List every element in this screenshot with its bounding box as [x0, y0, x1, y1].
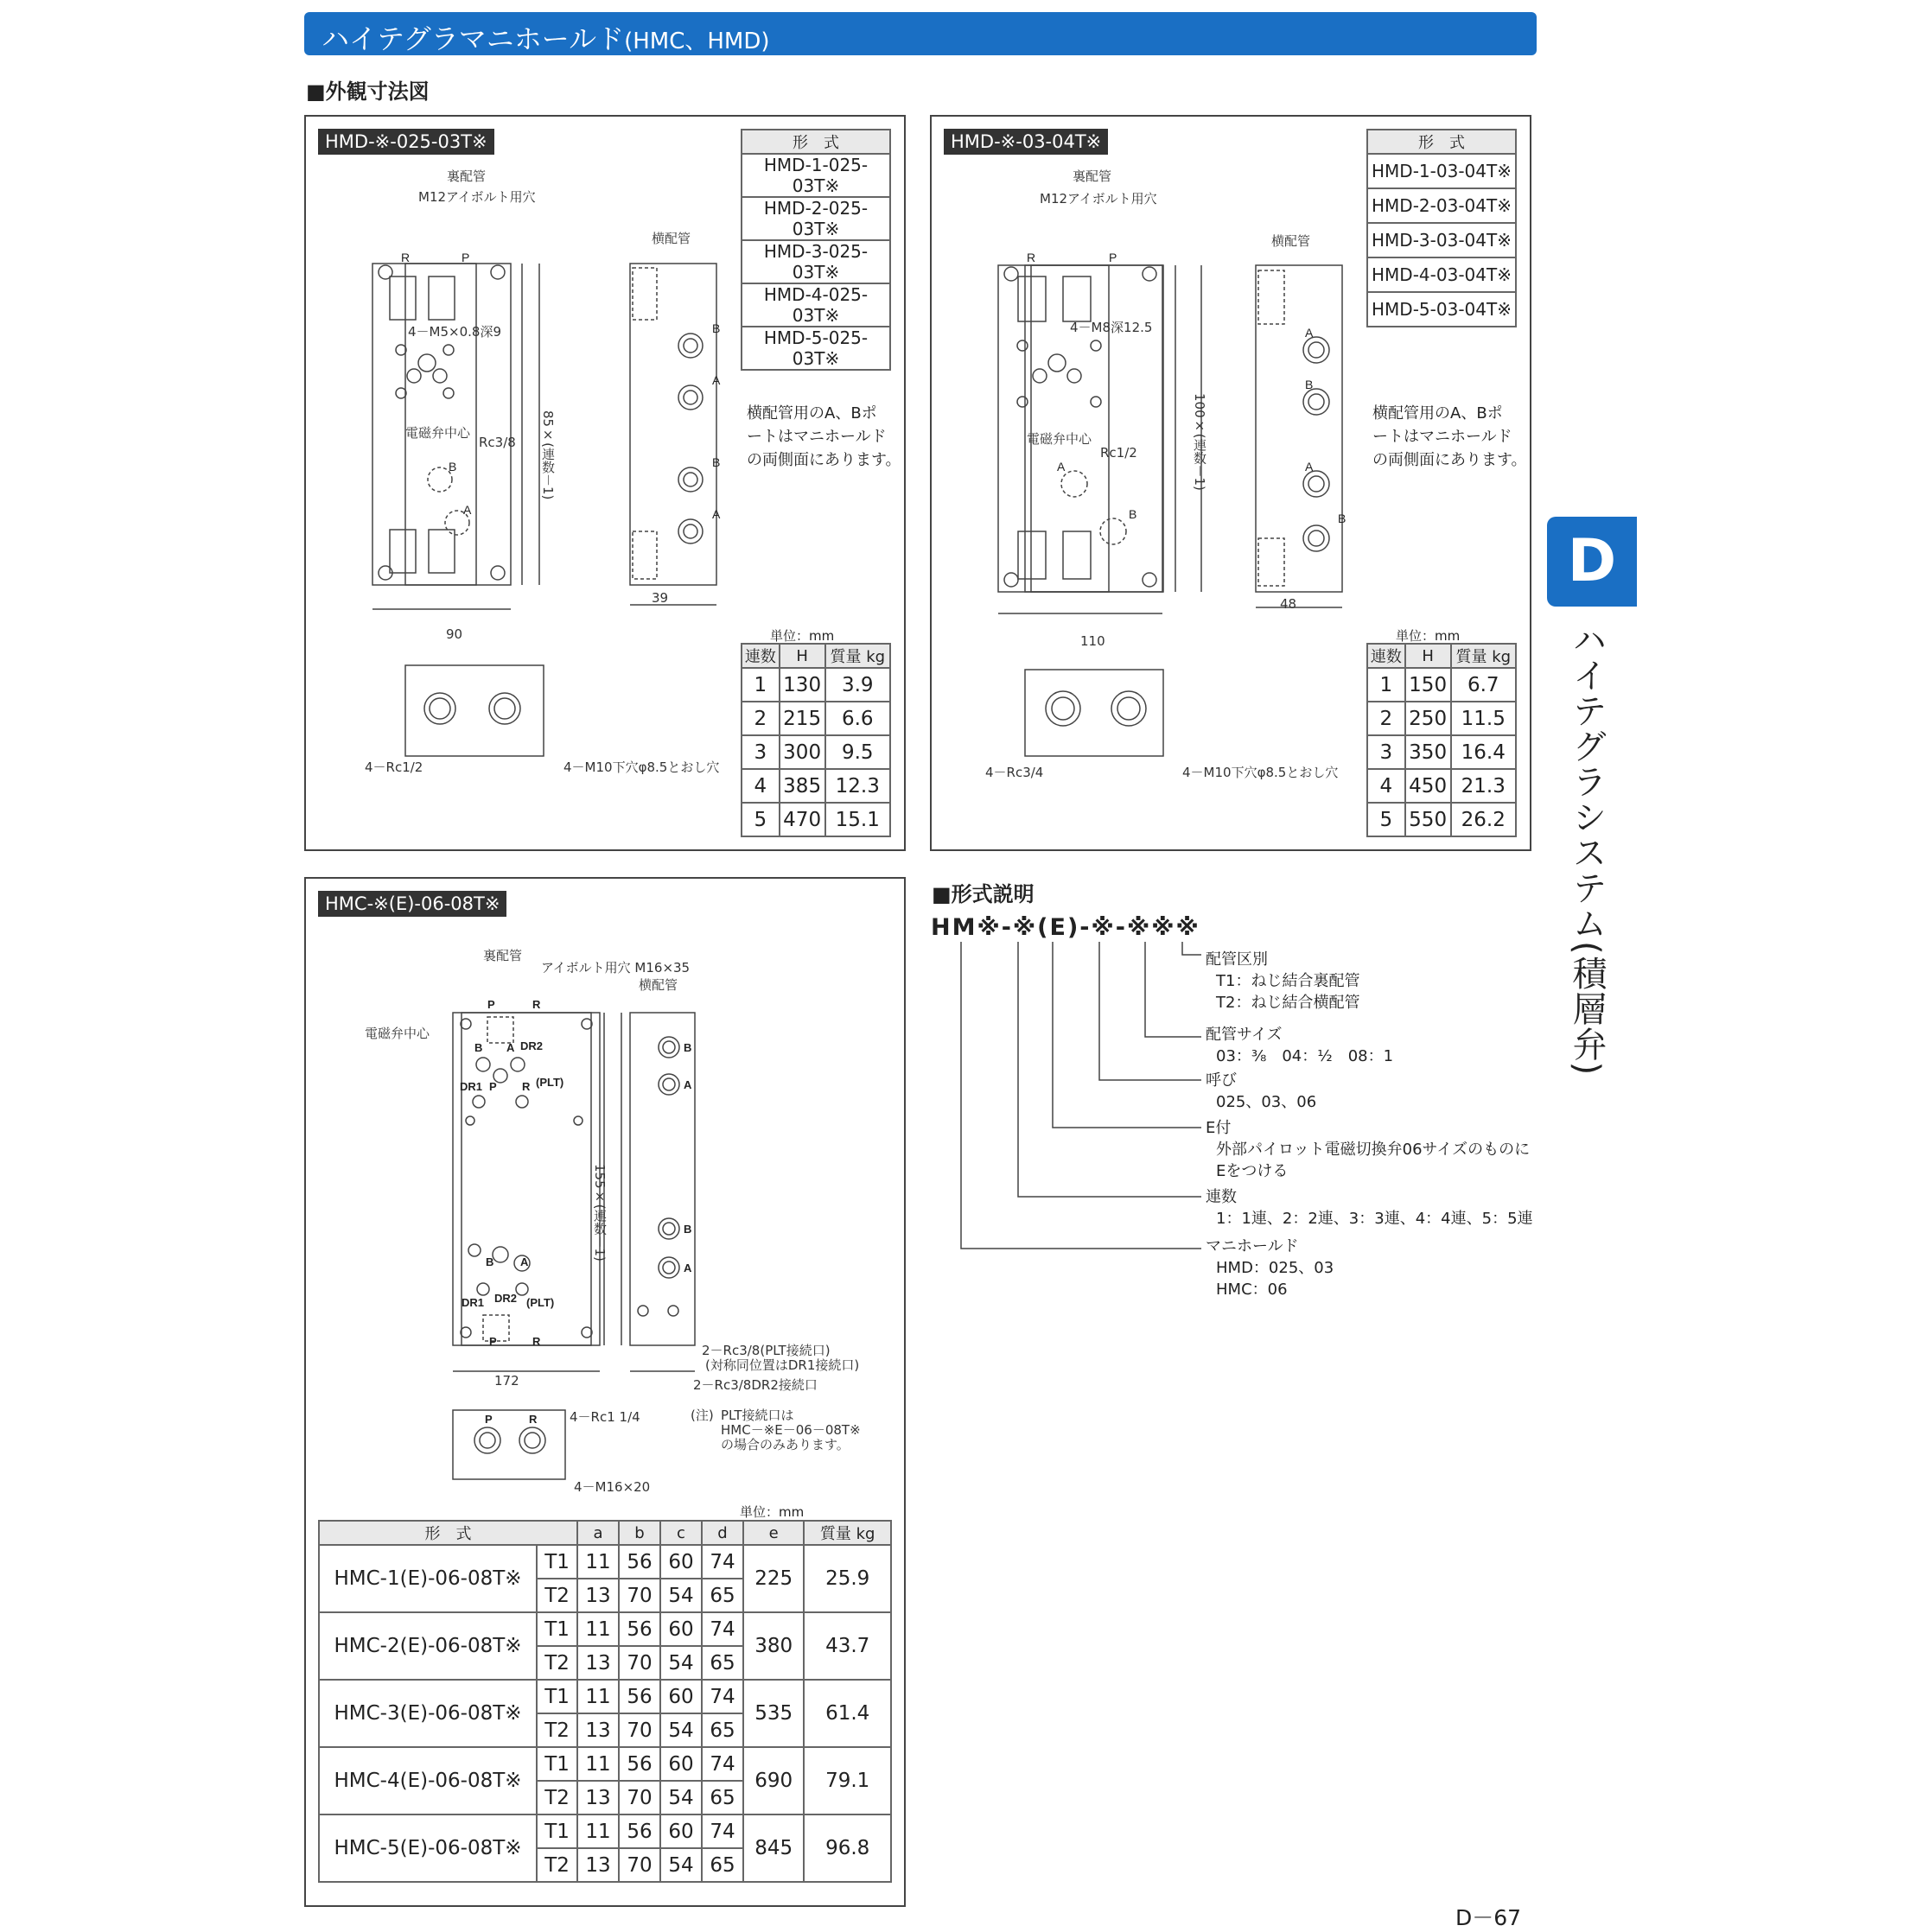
spec-cell: 60: [660, 1814, 702, 1848]
spec-header: a: [577, 1521, 619, 1545]
spec-cell: 1: [1367, 668, 1405, 702]
spec-header: c: [660, 1521, 702, 1545]
svg-text:DR1: DR1: [462, 1296, 485, 1309]
spec-cell: 74: [702, 1545, 743, 1579]
spec-cell: 11: [577, 1747, 619, 1781]
label-bottom-width: 90: [446, 626, 463, 642]
label-bottom-hole: 4－Rc3/4: [985, 765, 1044, 780]
spec-cell: 4: [742, 769, 780, 803]
spec-cell: T2: [537, 1713, 577, 1747]
spec-cell: 56: [619, 1680, 660, 1713]
spec-header: d: [702, 1521, 743, 1545]
header-bar: [304, 12, 1537, 55]
spec-cell: 11: [577, 1545, 619, 1579]
spec-cell: 13: [577, 1848, 619, 1882]
svg-text:A: A: [684, 1262, 692, 1274]
spec-cell: 11: [577, 1612, 619, 1646]
spec-header: 連数: [1367, 644, 1405, 668]
spec-row: [319, 1680, 891, 1713]
label-bottom-bolt: 4－M16×20: [574, 1479, 651, 1495]
title-sub: (HMC、HMD): [624, 29, 770, 54]
label-rc38: Rc3/8: [479, 435, 516, 450]
svg-text:R: R: [532, 998, 541, 1011]
spec-cell: 130: [780, 668, 825, 702]
spec-row: [1367, 702, 1516, 735]
spec-header: 質量 kg: [1451, 644, 1516, 668]
label-bottom-width: 172: [494, 1373, 519, 1389]
spec-cell: 70: [619, 1579, 660, 1612]
spec-cell: 690: [743, 1747, 804, 1814]
model-desc-manifold: [1206, 1236, 1334, 1300]
spec-cell: 300: [780, 735, 825, 769]
model-desc-e: [1206, 1117, 1530, 1182]
model-cell: HMC-1(E)-06-08T※: [319, 1545, 537, 1612]
spec-header: 連数: [742, 644, 780, 668]
svg-text:(PLT): (PLT): [536, 1076, 564, 1089]
note-line: 横配管用のA、Bポ: [747, 404, 877, 423]
svg-text:A: A: [463, 503, 472, 517]
svg-text:R: R: [1027, 251, 1036, 264]
spec-row: [1367, 803, 1516, 836]
spec-row: [1367, 735, 1516, 769]
spec-row: [742, 735, 890, 769]
desc-title: 呼び: [1206, 1071, 1237, 1090]
label-solenoid: 電磁弁中心: [1027, 431, 1092, 447]
section-model-code: ■形式説明: [932, 882, 1035, 906]
panel-tag: HMD-※-025-03T※: [318, 129, 494, 155]
panel-hmd-025: [304, 115, 906, 851]
models-table: [741, 129, 891, 371]
spec-cell: 61.4: [804, 1680, 891, 1747]
panel-hmc-06: [304, 877, 906, 1907]
model-cell: HMC-5(E)-06-08T※: [319, 1814, 537, 1882]
spec-cell: 3: [742, 735, 780, 769]
spec-cell: T1: [537, 1814, 577, 1848]
title-main: ハイテグラマニホールド: [322, 22, 625, 55]
desc-line: HMD：025、03: [1216, 1259, 1334, 1277]
svg-text:P: P: [1109, 251, 1117, 264]
label-side-width: 39: [652, 590, 669, 606]
spec-cell: 65: [702, 1713, 743, 1747]
spec-cell: 470: [780, 803, 825, 836]
spec-cell: 12.3: [825, 769, 890, 803]
note-line: 横配管用のA、Bポ: [1372, 404, 1503, 423]
desc-line: 025、03、06: [1216, 1093, 1317, 1111]
spec-cell: 13: [577, 1781, 619, 1814]
note-line: の両側面にあります。: [1372, 451, 1527, 469]
spec-row: [1367, 668, 1516, 702]
spec-table: [741, 643, 891, 837]
svg-text:B: B: [712, 321, 721, 335]
model-desc-nominal: [1206, 1070, 1316, 1113]
label-bottom-bolt: 4－M10下穴φ8.5とおし穴: [1182, 765, 1339, 780]
spec-cell: 2: [1367, 702, 1405, 735]
svg-text:R: R: [529, 1413, 538, 1426]
label-plt1: 2－Rc3/8(PLT接続口): [702, 1343, 831, 1358]
spec-cell: 60: [660, 1545, 702, 1579]
label-eyebolt: アイボルト用穴 M16×35: [541, 960, 691, 976]
svg-text:B: B: [1305, 378, 1314, 391]
desc-line: T1：ねじ結合裏配管: [1216, 972, 1360, 990]
model-cell: HMC-4(E)-06-08T※: [319, 1747, 537, 1814]
model-row: HMD-5-03-04T※: [1367, 292, 1516, 327]
svg-text:B: B: [449, 460, 457, 473]
spec-cell: 3: [1367, 735, 1405, 769]
spec-cell: 13: [577, 1713, 619, 1747]
spec-cell: 56: [619, 1814, 660, 1848]
spec-row: [319, 1612, 891, 1646]
spec-cell: 21.3: [1451, 769, 1516, 803]
spec-cell: 11: [577, 1680, 619, 1713]
model-row: HMD-3-03-04T※: [1367, 223, 1516, 257]
svg-text:B: B: [474, 1041, 483, 1054]
spec-cell: 16.4: [1451, 735, 1516, 769]
svg-text:P: P: [462, 251, 470, 264]
spec-cell: 13: [577, 1579, 619, 1612]
desc-line: Eをつける: [1216, 1162, 1289, 1180]
panel-hmd-03: [930, 115, 1531, 851]
spec-cell: 54: [660, 1713, 702, 1747]
spec-cell: 65: [702, 1579, 743, 1612]
side-port-note: [1372, 402, 1527, 472]
spec-cell: T2: [537, 1579, 577, 1612]
note-line: の両側面にあります。: [747, 451, 901, 469]
label-eyebolt: M12アイボルト用穴: [1040, 191, 1157, 207]
spec-row: [319, 1814, 891, 1848]
spec-cell: 450: [1405, 769, 1451, 803]
spec-cell: 60: [660, 1747, 702, 1781]
models-header: 形 式: [1367, 130, 1516, 154]
label-bottom-bolt: 4－M10下穴φ8.5とおし穴: [563, 759, 720, 775]
spec-cell: 5: [1367, 803, 1405, 836]
spec-row: [742, 803, 890, 836]
spec-row: [742, 702, 890, 735]
desc-line: HMC：06: [1216, 1281, 1288, 1299]
note-line: ートはマニホールド: [747, 428, 887, 446]
label-solenoid: 電磁弁中心: [405, 425, 471, 441]
side-port-note: [747, 402, 901, 472]
label-rear-pipe: 裏配管: [447, 168, 487, 184]
svg-text:R: R: [401, 251, 411, 264]
note-line: ートはマニホールド: [1372, 428, 1512, 446]
spec-cell: 5: [742, 803, 780, 836]
model-code-leaders: [951, 942, 1210, 1253]
svg-text:B: B: [486, 1255, 494, 1268]
spec-cell: 9.5: [825, 735, 890, 769]
svg-text:A: A: [520, 1255, 529, 1268]
desc-title: 配管サイズ: [1206, 1026, 1283, 1044]
svg-text:P: P: [489, 1335, 497, 1348]
label-solenoid: 電磁弁中心: [365, 1026, 430, 1041]
desc-title: 配管区別: [1206, 950, 1268, 969]
label-side-pipe: 横配管: [652, 231, 691, 246]
spec-cell: 13: [577, 1646, 619, 1680]
spec-cell: T2: [537, 1781, 577, 1814]
model-desc-pipe-size: [1206, 1024, 1393, 1067]
svg-text:B: B: [1338, 512, 1346, 525]
spec-cell: 74: [702, 1747, 743, 1781]
spec-cell: 54: [660, 1579, 702, 1612]
page-number: D－67: [1455, 1905, 1522, 1930]
label-height: 100×(連数－1): [1192, 393, 1207, 491]
spec-row: [1367, 769, 1516, 803]
spec-cell: 11.5: [1451, 702, 1516, 735]
svg-text:B: B: [712, 455, 721, 469]
spec-table: [1366, 643, 1517, 837]
model-cell: HMC-3(E)-06-08T※: [319, 1680, 537, 1747]
spec-row: [319, 1747, 891, 1781]
spec-cell: 225: [743, 1545, 804, 1612]
model-row: HMD-1-03-04T※: [1367, 154, 1516, 188]
spec-cell: 845: [743, 1814, 804, 1882]
spec-cell: 11: [577, 1814, 619, 1848]
spec-cell: 6.6: [825, 702, 890, 735]
side-tab-letter: D: [1547, 517, 1637, 607]
panel-tag: HMC-※(E)-06-08T※: [318, 891, 506, 917]
spec-cell: 70: [619, 1713, 660, 1747]
svg-text:DR2: DR2: [494, 1292, 518, 1305]
spec-header: 質量 kg: [804, 1521, 891, 1545]
unit-label: 単位：mm: [770, 628, 835, 644]
spec-cell: 74: [702, 1814, 743, 1848]
spec-cell: 3.9: [825, 668, 890, 702]
svg-text:A: A: [712, 373, 721, 387]
spec-cell: 54: [660, 1646, 702, 1680]
desc-line: 外部パイロット電磁切換弁06サイズのものに: [1216, 1141, 1531, 1159]
spec-header: H: [780, 644, 825, 668]
spec-header: 形 式: [319, 1521, 577, 1545]
label-rear-pipe: 裏配管: [483, 948, 523, 963]
unit-label: 単位：mm: [740, 1504, 805, 1520]
model-cell: HMC-2(E)-06-08T※: [319, 1612, 537, 1680]
spec-cell: 26.2: [1451, 803, 1516, 836]
hmc-spec-table: [318, 1520, 892, 1883]
spec-cell: 15.1: [825, 803, 890, 836]
svg-text:A: A: [1305, 326, 1314, 340]
page-title: [322, 17, 770, 57]
svg-text:(PLT): (PLT): [526, 1296, 555, 1309]
spec-cell: 56: [619, 1612, 660, 1646]
spec-cell: 215: [780, 702, 825, 735]
model-desc-pipe-type: [1206, 949, 1359, 1014]
model-row: HMD-4-025-03T※: [742, 283, 890, 327]
svg-text:R: R: [532, 1335, 541, 1348]
spec-cell: 70: [619, 1646, 660, 1680]
svg-text:P: P: [485, 1413, 493, 1426]
model-row: HMD-2-025-03T※: [742, 197, 890, 240]
spec-cell: 65: [702, 1781, 743, 1814]
spec-cell: 74: [702, 1680, 743, 1713]
svg-text:A: A: [712, 507, 721, 521]
spec-cell: 60: [660, 1680, 702, 1713]
svg-text:DR2: DR2: [520, 1039, 544, 1052]
spec-cell: 385: [780, 769, 825, 803]
desc-title: 連数: [1206, 1188, 1237, 1206]
svg-text:B: B: [684, 1223, 692, 1236]
label-height: 155×(連数－1): [592, 1164, 608, 1262]
spec-cell: 96.8: [804, 1814, 891, 1882]
svg-text:B: B: [1129, 507, 1137, 521]
spec-cell: T1: [537, 1747, 577, 1781]
spec-cell: 65: [702, 1848, 743, 1882]
label-side-width: 48: [1280, 596, 1297, 612]
model-row: HMD-1-025-03T※: [742, 154, 890, 197]
svg-text:P: P: [489, 1080, 497, 1093]
spec-cell: 535: [743, 1680, 804, 1747]
spec-cell: 1: [742, 668, 780, 702]
model-code: HM※-※(E)-※-※※※: [931, 914, 1200, 941]
spec-cell: 65: [702, 1646, 743, 1680]
label-plt2: (対称同位置はDR1接続口): [705, 1357, 860, 1373]
note-line: PLT接続口は: [721, 1408, 794, 1423]
svg-text:DR1: DR1: [460, 1080, 483, 1093]
label-plt3: 2－Rc3/8DR2接続口: [693, 1377, 818, 1393]
model-row: HMD-2-03-04T※: [1367, 188, 1516, 223]
svg-text:A: A: [684, 1078, 692, 1091]
spec-cell: 2: [742, 702, 780, 735]
spec-cell: 380: [743, 1612, 804, 1680]
note-line: の場合のみあります。: [721, 1437, 850, 1452]
spec-cell: T1: [537, 1545, 577, 1579]
spec-cell: 250: [1405, 702, 1451, 735]
spec-cell: T2: [537, 1646, 577, 1680]
spec-cell: 4: [1367, 769, 1405, 803]
spec-cell: 74: [702, 1612, 743, 1646]
spec-row: [742, 668, 890, 702]
label-bottom-hole: 4－Rc1/2: [365, 759, 423, 775]
spec-cell: 25.9: [804, 1545, 891, 1612]
desc-line: T2：ねじ結合横配管: [1216, 994, 1360, 1012]
spec-row: [742, 769, 890, 803]
side-tab-text: ハイテグラシステム(積層弁): [1567, 622, 1607, 1077]
spec-header: H: [1405, 644, 1451, 668]
desc-title: マニホールド: [1206, 1237, 1299, 1255]
spec-cell: 79.1: [804, 1747, 891, 1814]
label-side-pipe: 横配管: [1271, 233, 1311, 249]
spec-cell: 70: [619, 1781, 660, 1814]
spec-header: 質量 kg: [825, 644, 890, 668]
model-row: HMD-3-025-03T※: [742, 240, 890, 283]
spec-cell: 150: [1405, 668, 1451, 702]
spec-cell: 54: [660, 1848, 702, 1882]
note-line: HMC－※E－06－08T※: [721, 1422, 861, 1438]
note-title: (注): [691, 1408, 714, 1423]
spec-cell: 60: [660, 1612, 702, 1646]
model-row: HMD-4-03-04T※: [1367, 257, 1516, 292]
svg-text:P: P: [487, 998, 495, 1011]
spec-cell: T1: [537, 1680, 577, 1713]
spec-cell: 56: [619, 1747, 660, 1781]
spec-header: b: [619, 1521, 660, 1545]
label-bottom-width: 110: [1080, 633, 1105, 649]
spec-row: [319, 1545, 891, 1579]
spec-cell: T2: [537, 1848, 577, 1882]
spec-cell: 6.7: [1451, 668, 1516, 702]
models-header: 形 式: [742, 130, 890, 154]
model-desc-stations: [1206, 1186, 1533, 1230]
spec-cell: T1: [537, 1612, 577, 1646]
desc-line: 1：1連、2：2連、3：3連、4：4連、5：5連: [1216, 1210, 1533, 1228]
model-row: HMD-5-025-03T※: [742, 327, 890, 370]
desc-title: E付: [1206, 1119, 1232, 1137]
label-rear-pipe: 裏配管: [1073, 168, 1112, 184]
spec-cell: 43.7: [804, 1612, 891, 1680]
spec-cell: 54: [660, 1781, 702, 1814]
label-eyebolt: M12アイボルト用穴: [418, 189, 536, 205]
label-height: 85×(連数－1): [540, 410, 556, 500]
label-side-pipe: 横配管: [639, 977, 678, 993]
svg-text:A: A: [1057, 460, 1066, 473]
spec-cell: 550: [1405, 803, 1451, 836]
spec-cell: 56: [619, 1545, 660, 1579]
label-bottom-hole: 4－Rc1 1/4: [570, 1409, 640, 1425]
label-holes: 4－M8深12.5: [1070, 320, 1153, 335]
models-table: [1366, 129, 1517, 327]
unit-label: 単位：mm: [1396, 628, 1461, 644]
svg-text:B: B: [684, 1041, 692, 1054]
spec-header: e: [743, 1521, 804, 1545]
label-rc12: Rc1/2: [1100, 445, 1137, 461]
spec-cell: 70: [619, 1848, 660, 1882]
desc-line: 03：⅜ 04：½ 08：1: [1216, 1047, 1394, 1065]
svg-text:A: A: [506, 1041, 515, 1054]
svg-text:R: R: [522, 1080, 531, 1093]
spec-cell: 350: [1405, 735, 1451, 769]
section-dimensions: ■外観寸法図: [306, 79, 430, 104]
svg-text:A: A: [1305, 460, 1314, 473]
label-holes: 4－M5×0.8深9: [408, 324, 501, 340]
panel-tag: HMD-※-03-04T※: [944, 129, 1108, 155]
